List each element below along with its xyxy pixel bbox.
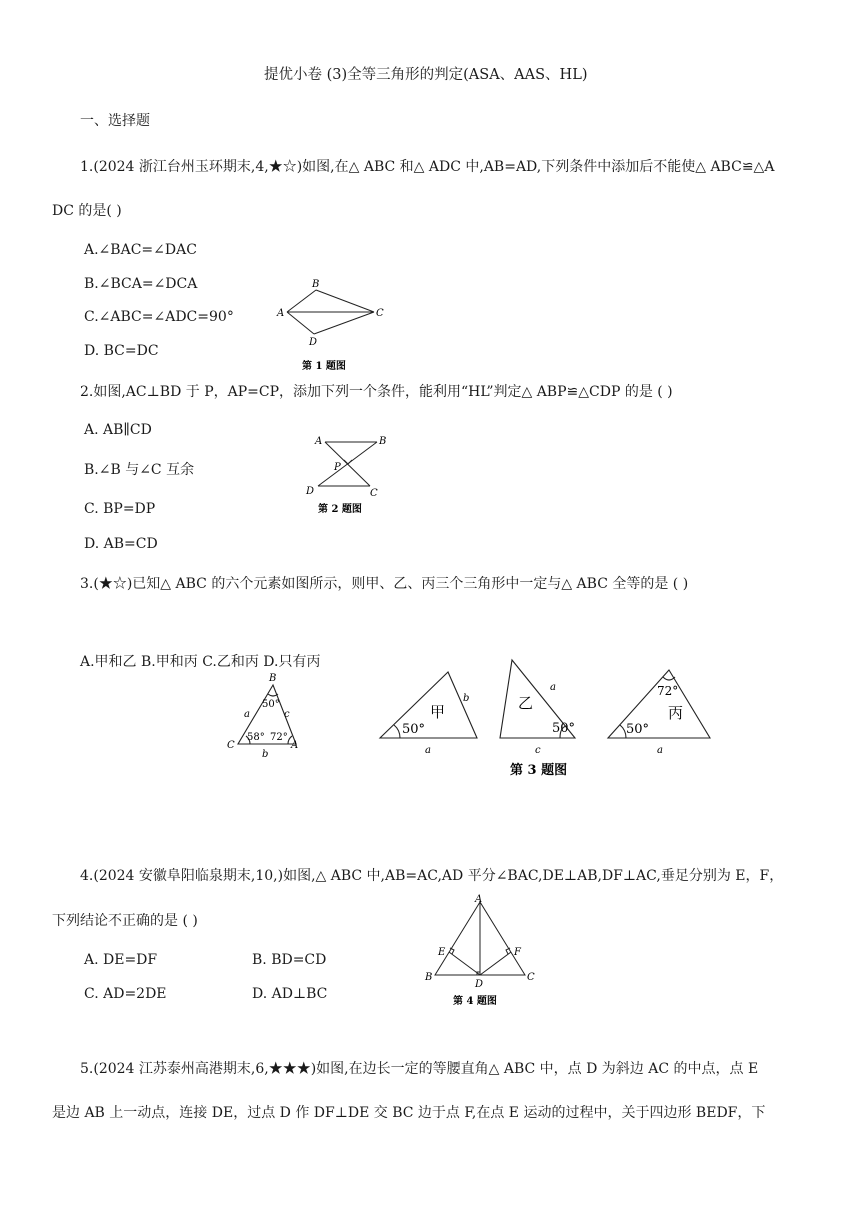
q2-figure <box>300 430 400 520</box>
q1-option-c: C.∠ABC=∠ADC=90° <box>84 309 234 325</box>
page-title: 提优小卷 (3)全等三角形的判定(ASA、AAS、HL) <box>264 67 588 83</box>
q4-option-b: B. BD=CD <box>252 952 327 968</box>
q3-jia-side-b: b <box>463 693 470 704</box>
q3-abc-vertex-b: B <box>269 673 277 684</box>
q1-figure-caption: 第 1 题图 <box>302 361 346 372</box>
q3-bing-angle-top: 72° <box>657 684 679 698</box>
q1-figure <box>270 272 390 376</box>
q4-stem-line2: 下列结论不正确的是 ( ) <box>52 913 198 929</box>
q4-label-e: E <box>438 947 446 958</box>
q3-bing-side-a: a <box>657 745 663 756</box>
q3-abc-angle-c: 58° <box>247 732 265 743</box>
q1-label-d: D <box>309 337 318 348</box>
q3-abc-vertex-a: A <box>291 740 299 751</box>
q3-bing-name: 丙 <box>668 704 684 722</box>
q4-option-d: D. AD⊥BC <box>252 986 328 1002</box>
q1-stem-line1: 1.(2024 浙江台州玉环期末,4,★☆)如图,在△ ABC 和△ ADC 中,AB=AD,下列条件中添加后不能使△ ABC≌△A <box>80 159 775 175</box>
q4-option-c: C. AD=2DE <box>84 986 167 1002</box>
q2-label-d: D <box>306 486 315 497</box>
q3-options: A.甲和乙 B.甲和丙 C.乙和丙 D.只有丙 <box>80 654 321 670</box>
q3-abc-side-b: b <box>262 749 269 760</box>
q2-label-b: B <box>379 436 387 447</box>
q4-option-a: A. DE=DF <box>84 952 158 968</box>
q3-figure <box>220 658 720 783</box>
q4-label-d: D <box>475 979 484 990</box>
q5-stem-line2: 是边 AB 上一动点，连接 DE，过点 D 作 DF⊥DE 交 BC 边于点 F,在点 E 运动的过程中，关于四边形 BEDF，下 <box>52 1105 766 1121</box>
q4-label-c: C <box>527 972 535 983</box>
q4-stem-line1: 4.(2024 安徽阜阳临泉期末,10,)如图,△ ABC 中,AB=AC,AD 平分∠BAC,DE⊥AB,DF⊥AC,垂足分别为 E，F， <box>80 868 784 884</box>
q3-yi-name: 乙 <box>518 694 534 712</box>
q4-figure <box>420 892 545 1012</box>
q2-figure-caption: 第 2 题图 <box>318 504 362 515</box>
q2-stem: 2.如图,AC⊥BD 于 P，AP=CP，添加下列一个条件，能利用“HL”判定△ ABP≌△CDP 的是 ( ) <box>80 384 673 400</box>
section-heading: 一、选择题 <box>80 113 150 129</box>
q3-abc-vertex-c: C <box>227 740 235 751</box>
q2-label-a: A <box>315 436 323 447</box>
q4-figure-caption: 第 4 题图 <box>453 996 497 1007</box>
q1-label-b: B <box>312 279 320 290</box>
q3-jia-name: 甲 <box>430 703 446 721</box>
q2-label-p: P <box>334 462 341 473</box>
q2-option-d: D. AB=CD <box>84 536 158 552</box>
q3-yi-side-c: c <box>535 745 541 756</box>
q3-jia-side-a: a <box>425 745 431 756</box>
q3-stem: 3.(★☆)已知△ ABC 的六个元素如图所示，则甲、乙、丙三个三角形中一定与△ ABC 全等的是 ( ) <box>80 576 689 592</box>
q3-abc-angle-b: 50° <box>262 699 280 710</box>
q1-label-a: A <box>277 308 285 319</box>
q1-option-b: B.∠BCA=∠DCA <box>84 276 198 292</box>
q3-figure-caption: 第 3 题图 <box>510 763 568 778</box>
q3-jia-angle: 50° <box>402 722 426 737</box>
q2-option-a: A. AB∥CD <box>84 422 152 438</box>
q3-yi-side-a: a <box>550 682 556 693</box>
q4-label-a: A <box>475 894 483 905</box>
q3-abc-side-c: c <box>284 709 290 720</box>
q3-bing-angle-left: 50° <box>626 722 650 737</box>
q2-option-c: C. BP=DP <box>84 501 156 517</box>
q4-label-f: F <box>514 947 521 958</box>
q1-stem-line2: DC 的是( ) <box>52 203 122 219</box>
q1-option-a: A.∠BAC=∠DAC <box>84 242 197 258</box>
q3-yi-angle: 50° <box>552 721 576 736</box>
q1-label-c: C <box>376 308 384 319</box>
q2-option-b: B.∠B 与∠C 互余 <box>84 462 195 478</box>
q2-label-c: C <box>370 488 378 499</box>
q3-abc-side-a: a <box>244 709 250 720</box>
q1-option-d: D. BC=DC <box>84 343 159 359</box>
q4-label-b: B <box>425 972 433 983</box>
q5-stem-line1: 5.(2024 江苏泰州高港期末,6,★★★)如图,在边长一定的等腰直角△ ABC 中，点 D 为斜边 AC 的中点，点 E <box>80 1061 759 1077</box>
q3-abc-angle-a: 72° <box>270 732 288 743</box>
